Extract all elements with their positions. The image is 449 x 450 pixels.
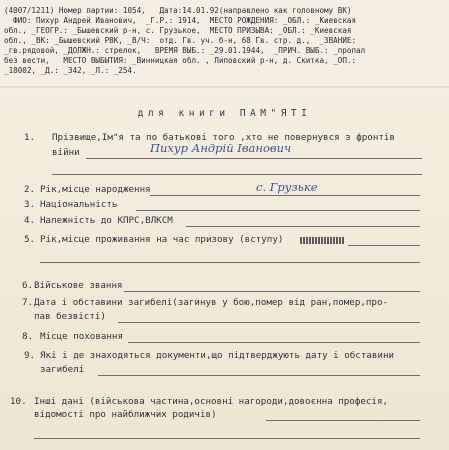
answer-line-3 [136, 210, 420, 211]
header-line-3: обл., _ГЕОГР.: _Бышевский р-н, с. Грузькое, МЕСТО ПРИЗЫВА: _ОБЛ.: _Киевская [4, 26, 352, 35]
answer-line-5 [348, 245, 420, 246]
question-1-text-cont: війни [52, 147, 80, 158]
question-1-text: Прізвище,Ім"я та по батькові того ,хто не повернувся з фронтів [52, 132, 395, 143]
question-5-number: 5. [24, 234, 36, 245]
handwritten-birthplace: с. Грузьке [256, 180, 318, 194]
question-8-text: Місце поховання [40, 331, 123, 342]
question-10-number: 10. [10, 396, 27, 407]
question-6-text: Військове звання [34, 280, 123, 291]
question-9-text-cont: загибелі [40, 364, 85, 375]
answer-line-10 [266, 420, 420, 421]
strip-edge-shadow [0, 86, 449, 88]
answer-line-7 [118, 322, 420, 323]
answer-line-6 [124, 291, 420, 292]
question-2-number: 2. [24, 184, 36, 195]
question-6-number: 6. [22, 280, 34, 291]
question-3-text: Національність [40, 199, 118, 210]
question-9-text: Які і де знаходяться документи,що підтверджують дату і обставини [40, 350, 395, 361]
answer-line-4 [186, 226, 420, 227]
question-4-number: 4. [24, 215, 36, 226]
question-7-text-cont: пав безвісті) [34, 311, 106, 322]
question-1-number: 1. [24, 132, 36, 143]
header-line-7: _18002, _Д.: _342, _Л.: _254. [4, 66, 137, 75]
answer-line-1b [52, 174, 422, 175]
question-10-text-cont: відомості про найближчих родичів) [34, 409, 217, 420]
form-title: для книги ПАМ"ЯТІ [137, 108, 312, 119]
header-line-5: _гв.рядовой, _ДОЛЖН.: стрелок, ВРЕМЯ ВЫБ.: _29.01.1944, _ПРИЧ. ВЫБ.: _пропал [4, 46, 366, 55]
question-7-number: 7. [22, 297, 34, 308]
question-2-text: Рік,місце народження [40, 184, 151, 195]
answer-line-10b [34, 438, 420, 439]
question-8-number: 8. [22, 331, 34, 342]
struck-out-word [300, 237, 344, 244]
question-7-text: Дата і обставини загибелі(загинув у бою,помер від ран,помер,про- [34, 297, 389, 308]
question-9-number: 9. [24, 350, 36, 361]
pasted-header-strip [0, 0, 449, 86]
handwritten-name: Пихур Андрій Іванович [150, 141, 292, 155]
answer-line-2 [150, 195, 420, 196]
answer-line-9 [98, 375, 420, 376]
question-10-text: Інші дані (військова частина,основні нагороди,довоєнна професія, [34, 396, 389, 407]
question-4-text: Належність до КПРС,ВЛКСМ [40, 215, 173, 226]
header-line-4: обл., _ВК: _Бышевский РВК, _В/Ч: отд. Гв. уч. б-н, 68 Гв. стр. д., _ЗВАНИЕ: [4, 36, 357, 45]
answer-line-8 [128, 342, 420, 343]
header-line-2: ФИО: Пихур Андрей Иванович, _Г.Р.: 1914, МЕСТО РОЖДЕНИЯ: _ОБЛ.: _Киевская [4, 16, 357, 25]
answer-line-1 [86, 158, 422, 159]
question-3-number: 3. [24, 199, 36, 210]
header-line-6: без вести, МЕСТО ВЫБЫТИЯ: _Винницкая обл. , Липовский р-н, д. Скитка, _ОП.: [4, 56, 357, 65]
header-line-1: (4007/1211) Номер партии: 1054, Дата:14.01.92(направлено как головному ВК) [4, 6, 352, 15]
question-5-text: Рік,місце проживання на час призову (вступу) [40, 234, 284, 245]
answer-line-5b [40, 262, 420, 263]
